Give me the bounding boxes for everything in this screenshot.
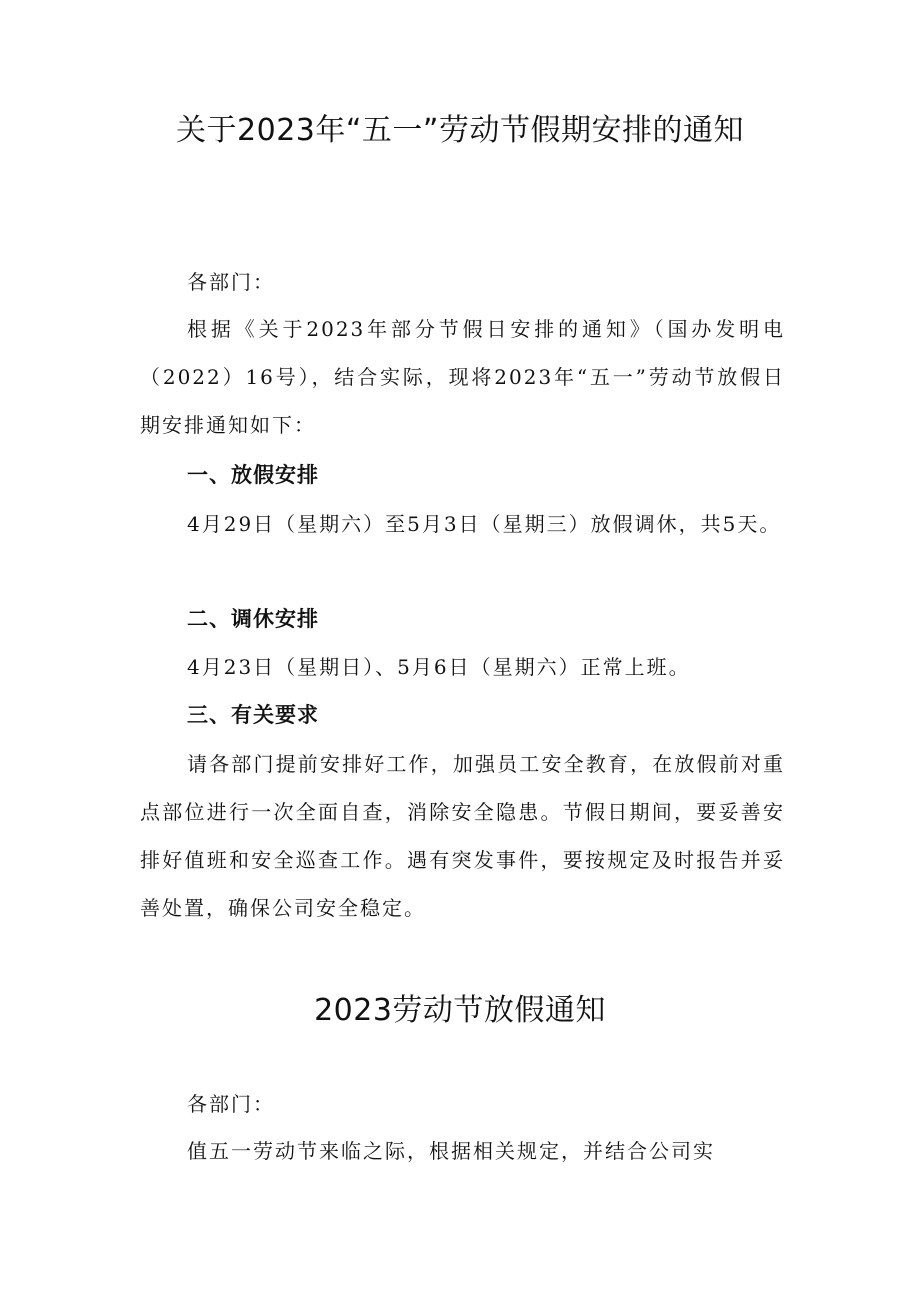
notice-1-section-3-body: 请各部门提前安排好工作，加强员工安全教育，在放假前对重点部位进行一次全面自查，消除安全隐患。节假日期间，要妥善安排好值班和安全巡查工作。遇有突发事件，要按规定及时报告并妥善处置，确保公司安全稳定。 [140,752,785,920]
notice-1-section-1-body: 4月29日（星期六）至5月3日（星期三）放假调休，共5天。 [187,512,782,536]
notice-1-salutation: 各部门： [187,270,275,294]
notice-1-section-1-heading: 一、放假安排 [187,463,319,487]
notice-1-section-2-body: 4月23日（星期日）、5月6日（星期六）正常上班。 [187,655,691,679]
notice-1-title: 关于2023年“五一”劳动节假期安排的通知 [176,113,744,148]
notice-1-intro: 根据《关于2023年部分节假日安排的通知》（国办发明电（2022）16号），结合实际，现将2023年“五一”劳动节放假日期安排通知如下： [140,317,785,437]
notice-2-title: 2023劳动节放假通知 [314,993,606,1028]
notice-2-salutation: 各部门： [187,1092,275,1116]
notice-1-section-2-heading: 二、调休安排 [187,607,319,631]
notice-2-intro: 值五一劳动节来临之际，根据相关规定，并结合公司实 [187,1139,715,1163]
notice-1-section-3-heading: 三、有关要求 [187,703,319,727]
